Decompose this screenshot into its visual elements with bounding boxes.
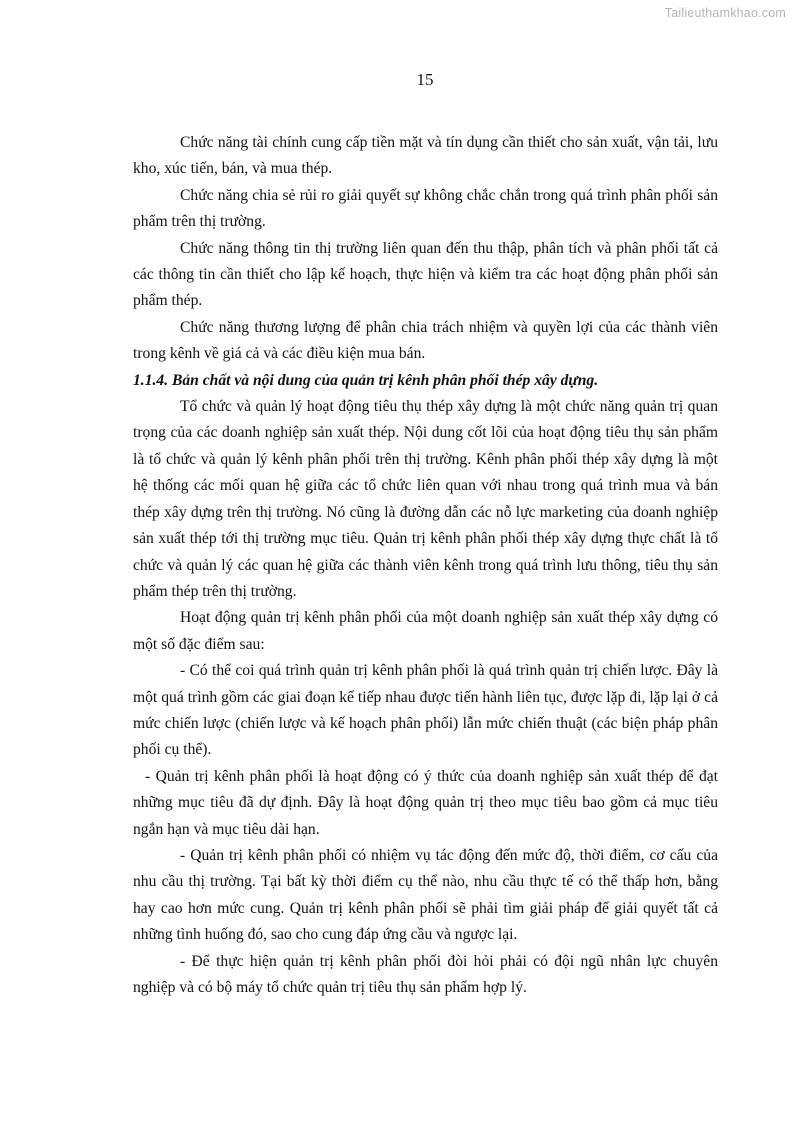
paragraph-negotiation-function: Chức năng thương lượng để phân chia trách nhiệm và quyền lợi của các thành viên trong kênh về giá cả và các điều kiện mua bán. bbox=[133, 318, 718, 363]
page-number: 15 bbox=[416, 70, 434, 89]
document-body bbox=[133, 130, 718, 1001]
paragraph-characteristics-intro: Hoạt động quản trị kênh phân phối của một doanh nghiệp sản xuất thép xây dựng có một số đặc điểm sau: bbox=[133, 609, 718, 653]
paragraph-demand-influence: - Quản trị kênh phân phối có nhiệm vụ tác động đến mức độ, thời điểm, cơ cấu của nhu cầu thị trường. Tại bất kỳ thời điểm cụ thể nào, nhu cầu thực tế có thể thấp hơn, bằng hay cao hơn mức cung. Quản trị kênh phân phối sẽ phải tìm giải pháp để giải quyết tất cả những tình huống đó, sao cho cung đáp ứng cầu và ngược lại. bbox=[133, 846, 718, 944]
watermark: Tailieuthamkhao.com bbox=[664, 6, 786, 20]
paragraph-strategic-management: - Có thể coi quá trình quản trị kênh phân phối là quá trình quản trị chiến lược. Đây là một quá trình gồm các giai đoạn kế tiếp nhau được tiến hành liên tục, được lặp đi, lặp lại ở cả mức chiến lược (chiến lược và kế hoạch phân phối) lẫn mức chiến thuật (các biện pháp phân phối cụ thể). bbox=[133, 662, 718, 759]
section-heading: 1.1.4. Bản chất và nội dung của quản trị kênh phân phối thép xây dựng. bbox=[133, 371, 599, 389]
paragraph-market-info-function: Chức năng thông tin thị trường liên quan đến thu thập, phân tích và phân phối tất cả các thông tin cần thiết cho lập kế hoạch, thực hiện và kiểm tra các hoạt động phân phối sản phẩm thép. bbox=[133, 239, 718, 310]
paragraph-risk-sharing-function: Chức năng chia sẻ rủi ro giải quyết sự không chắc chắn trong quá trình phân phối sản phẩm trên thị trường. bbox=[133, 186, 718, 231]
paragraph-finance-function: Chức năng tài chính cung cấp tiền mặt và tín dụng cần thiết cho sản xuất, vận tải, lưu kho, xúc tiến, bán, và mua thép. bbox=[133, 134, 718, 178]
paragraph-professional-staff: - Để thực hiện quản trị kênh phân phối đòi hỏi phải có đội ngũ nhân lực chuyên nghiệp và có bộ máy tổ chức quản trị tiêu thụ sản phẩm hợp lý. bbox=[133, 952, 718, 996]
paragraph-objective-management: - Quản trị kênh phân phối là hoạt động có ý thức của doanh nghiệp sản xuất thép để đạt những mục tiêu đã dự định. Đây là hoạt động quản trị theo mục tiêu bao gồm cả mục tiêu ngắn hạn và mục tiêu dài hạn. bbox=[133, 767, 718, 838]
paragraph-channel-management-overview: Tổ chức và quản lý hoạt động tiêu thụ thép xây dựng là một chức năng quản trị quan trọng của các doanh nghiệp sản xuất thép. Nội dung cốt lõi của hoạt động tiêu thụ sản phẩm là tổ chức và quản lý kênh phân phối trên thị trường. Kênh phân phối thép xây dựng là một hệ thống các mối quan hệ giữa các tổ chức liên quan với nhau trong quá trình mua và bán thép xây dựng trên thị trường. Nó cũng là đường dẫn các nỗ lực marketing của doanh nghiệp sản xuất thép tới thị trường mục tiêu. Quản trị kênh phân phối thép xây dựng thực chất là tổ chức và quản lý các quan hệ giữa các thành viên kênh trong quá trình lưu thông, tiêu thụ sản phẩm thép trên thị trường. bbox=[133, 398, 718, 600]
